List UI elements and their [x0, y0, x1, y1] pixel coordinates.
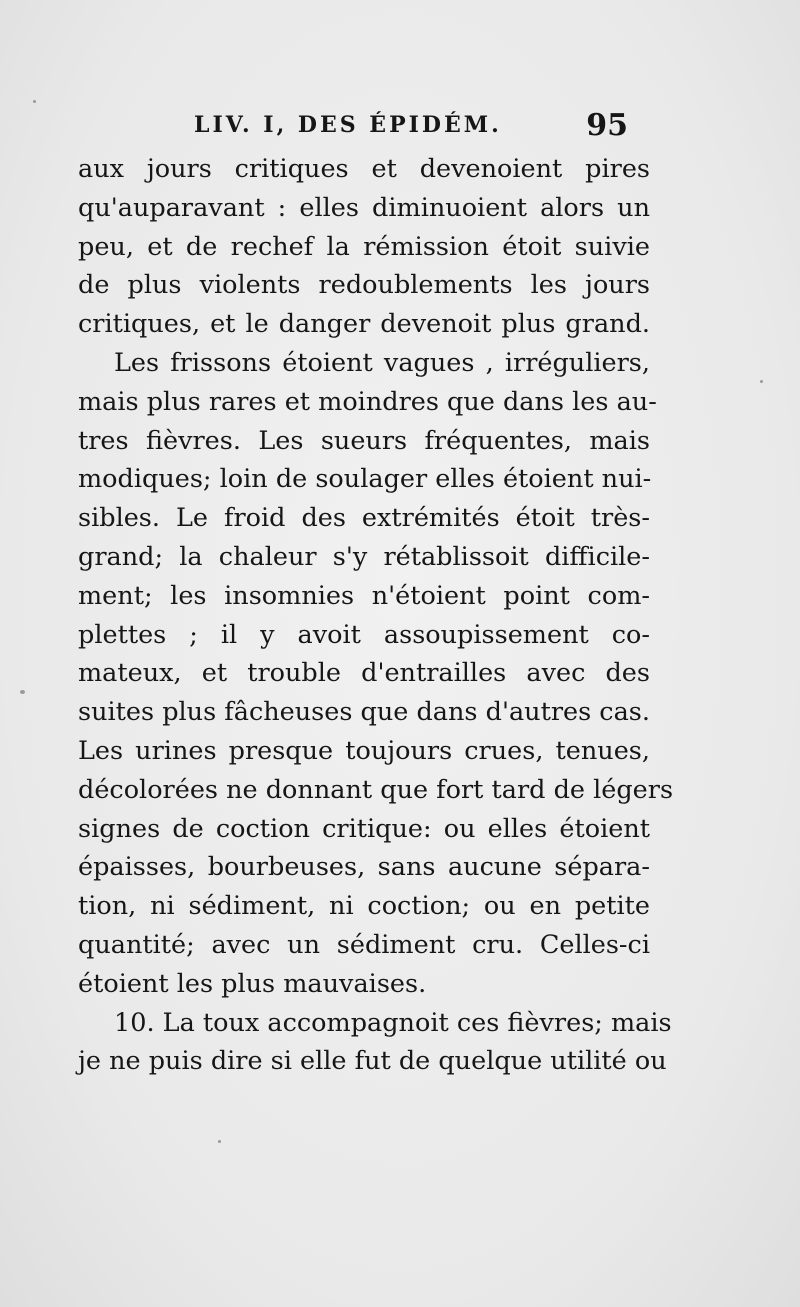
text-line: aux jours critiques et devenoient pires [78, 154, 650, 184]
text-line: suites plus fâcheuses que dans d'autres cas. [78, 697, 650, 728]
text-line: étoient les plus mauvaises. [78, 968, 427, 999]
running-head: LIV. I, DES ÉPIDÉM. [194, 112, 502, 138]
text-line: je ne puis dire si elle fut de quelque utilité ou [78, 1046, 667, 1077]
text-line: grand; la chaleur s'y rétablissoit difficile- [78, 541, 650, 572]
page-number: 95 [586, 108, 628, 143]
text-line: 10. La toux accompagnoit ces fièvres; mais [114, 1007, 672, 1038]
text-line: quantité; avec un sédiment cru. Celles-ci [78, 929, 650, 960]
text-line: tion, ni sédiment, ni coction; ou en petite [78, 891, 650, 922]
text-line: décolorées ne donnant que fort tard de légers [78, 774, 674, 805]
page-header [78, 108, 628, 144]
text-line: sibles. Le froid des extrémités étoit très- [78, 503, 650, 534]
text-line: modiques; loin de soulager elles étoient nui- [78, 464, 652, 495]
body-text [78, 150, 674, 1081]
text-line: tres fièvres. Les sueurs fréquentes, mais [78, 425, 650, 456]
text-line: Les urines presque toujours crues, tenues, [78, 735, 650, 766]
paper-speck [20, 690, 25, 694]
paper-speck [33, 100, 36, 103]
text-line: épaisses, bourbeuses, sans aucune sépara- [78, 852, 650, 883]
text-line: critiques, et le danger devenoit plus grand. [78, 309, 650, 340]
text-line: qu'auparavant : elles diminuoient alors un [78, 192, 650, 223]
text-line: plettes ; il y avoit assoupissement co- [78, 619, 650, 650]
text-line: de plus violents redoublements les jours [78, 270, 650, 301]
paper-speck [760, 380, 763, 383]
text-line: mais plus rares et moindres que dans les au- [78, 386, 657, 417]
text-line: signes de coction critique: ou elles étoient [78, 813, 650, 844]
paper-speck [218, 1140, 221, 1143]
text-line: ment; les insomnies n'étoient point com- [78, 580, 650, 611]
text-line: peu, et de rechef la rémission étoit suivie [78, 231, 650, 262]
text-line: mateux, et trouble d'entrailles avec des [78, 658, 650, 689]
text-line: Les frissons étoient vagues , irréguliers, [114, 347, 650, 378]
